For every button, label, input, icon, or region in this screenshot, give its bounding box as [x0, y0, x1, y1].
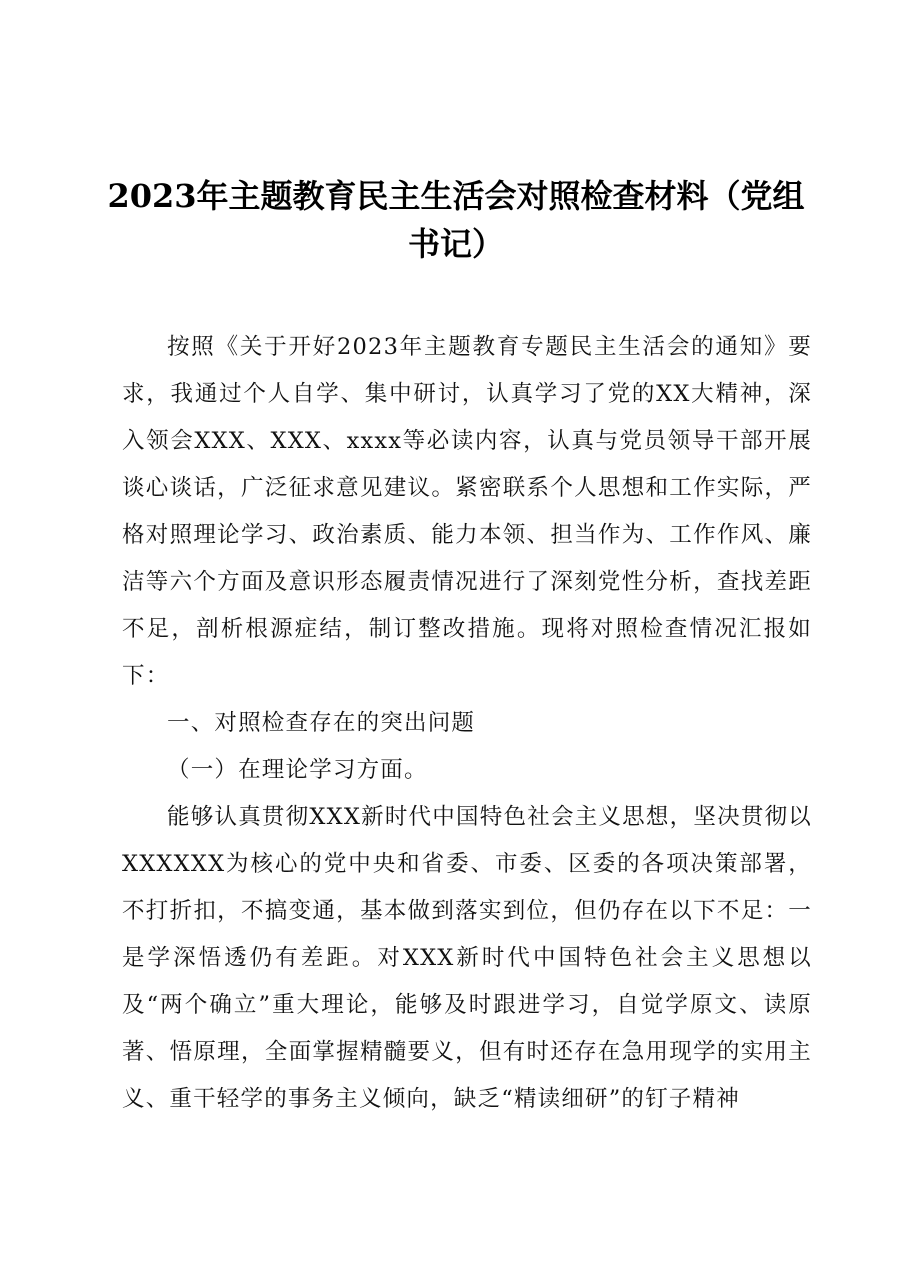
intro-paragraph: 按照《关于开好2023年主题教育专题民主生活会的通知》要求，我通过个人自学、集中研讨，认真学习了党的XX大精神，深入领会XXX、XXX、xxxx等必读内容，认真与党员领导干部开展谈心谈话，广泛征求意见建议。紧密联系个人思想和工作实际，严格对照理论学习、政治素质、能力本领、担当作为、工作作风、廉洁等六个方面及意识形态履责情况进行了深刻党性分析，查找差距不足，剖析根源症结，制订整改措施。现将对照检查情况汇报如下：: [122, 334, 812, 689]
section-heading: 一、对照检查存在的突出问题: [167, 710, 476, 736]
body-paragraph: 能够认真贯彻XXX新时代中国特色社会主义思想，坚决贯彻以XXXXXX为核心的党中央和省委、市委、区委的各项决策部署，不打折扣，不搞变通，基本做到落实到位，但仍存在以下不足：一是学深悟透仍有差距。对XXX新时代中国特色社会主义思想以及“两个确立”重大理论，能够及时跟进学习，自觉学原文、读原著、悟原理，全面掌握精髓要义，但有时还存在急用现学的实用主义、重干轻学的事务主义倾向，缺乏“精读细研”的钉子精神: [122, 804, 812, 1112]
subsection-heading: （一）在理论学习方面。: [167, 757, 428, 783]
document-body: [122, 324, 812, 1123]
document-title: 2023年主题教育民主生活会对照检查材料（党组书记）: [107, 177, 805, 263]
